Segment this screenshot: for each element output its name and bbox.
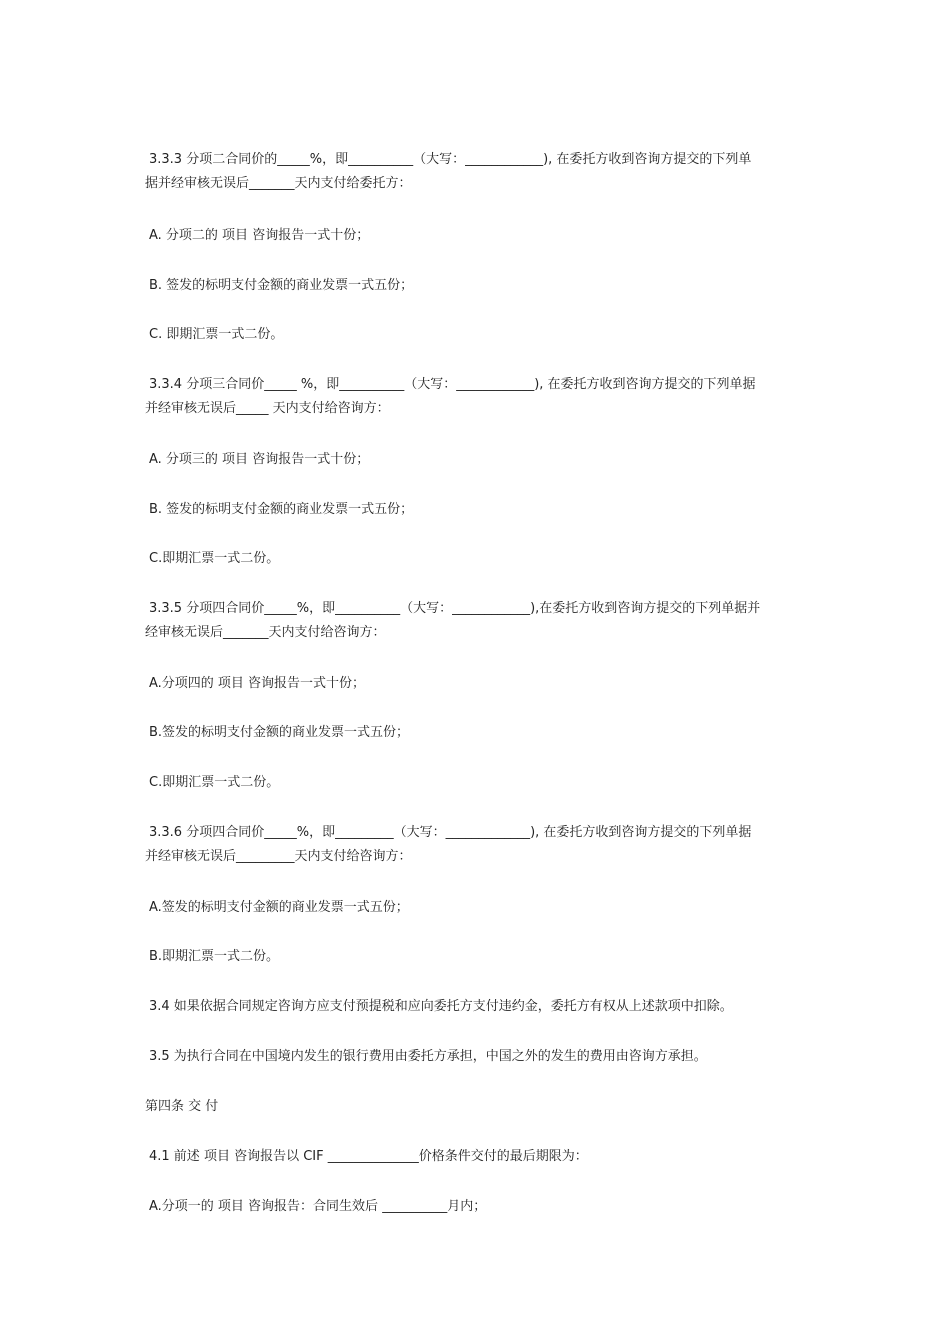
line: 4.1 前述 项目 咨询报告以 CIF ______________价格条件交付的最后期限为： [149,1149,588,1164]
line: 3.4 如果依据合同规定咨询方应支付预提税和应向委托方支付违约金，委托方有权从上述款项中扣除。 [149,999,733,1014]
clause-3-3-4 [145,373,819,421]
line: B.签发的标明支付金额的商业发票一式五份； [149,725,410,740]
line: 3.3.6 分项四合同价_____%，即_________（大写：_____________), 在委托方收到咨询方提交的下列单据 [149,825,752,840]
line: 3.3.5 分项四合同价_____%，即__________（大写：____________),在委托方收到咨询方提交的下列单据并 [149,601,761,616]
clause-3-3-3-c [145,323,819,347]
line: A.签发的标明支付金额的商业发票一式五份； [149,900,409,915]
clause-3-5 [145,1045,819,1069]
clause-3-3-4-b [145,498,819,522]
line: 第四条 交 付 [145,1099,219,1114]
line: B. 签发的标明支付金额的商业发票一式五份； [149,502,414,517]
line: A.分项四的 项目 咨询报告一式十份； [149,676,366,691]
article-4-heading [145,1095,815,1119]
line: C. 即期汇票一式二份。 [149,327,284,342]
clause-3-3-6 [145,821,819,869]
line: 据并经审核无误后_______天内支付给委托方： [145,176,412,191]
line: 经审核无误后_______天内支付给咨询方： [145,625,386,640]
clause-3-3-3 [145,148,819,196]
line: 并经审核无误后_____ 天内支付给咨询方： [145,401,390,416]
clause-3-3-5-b [145,721,819,745]
line: 3.3.4 分项三合同价_____ %，即__________（大写：____________), 在委托方收到咨询方提交的下列单据 [149,377,756,392]
clause-3-3-3-a [145,224,819,248]
clause-3-3-6-a [145,896,819,920]
line: A. 分项三的 项目 咨询报告一式十份； [149,452,370,467]
clause-3-3-5-a [145,672,819,696]
clause-3-3-6-b [145,945,819,969]
clause-3-3-5 [145,597,819,645]
clause-3-3-5-c [145,771,819,795]
line: C.即期汇票一式二份。 [149,775,280,790]
clause-3-3-4-a [145,448,819,472]
line: A. 分项二的 项目 咨询报告一式十份； [149,228,370,243]
clause-4-1 [145,1145,819,1169]
line: 3.5 为执行合同在中国境内发生的银行费用由委托方承担，中国之外的发生的费用由咨询方承担。 [149,1049,707,1064]
line: B.即期汇票一式二份。 [149,949,280,964]
line: C.即期汇票一式二份。 [149,551,280,566]
line: A.分项一的 项目 咨询报告：合同生效后 __________月内； [149,1199,487,1214]
clause-3-4 [145,995,819,1019]
clause-3-3-3-b [145,274,819,298]
clause-4-1-a [145,1195,819,1219]
line: 并经审核无误后_________天内支付给咨询方： [145,849,412,864]
line: 3.3.3 分项二合同价的_____%，即__________（大写：____________), 在委托方收到咨询方提交的下列单 [149,152,752,167]
line: B. 签发的标明支付金额的商业发票一式五份； [149,278,414,293]
clause-3-3-4-c [145,547,819,571]
